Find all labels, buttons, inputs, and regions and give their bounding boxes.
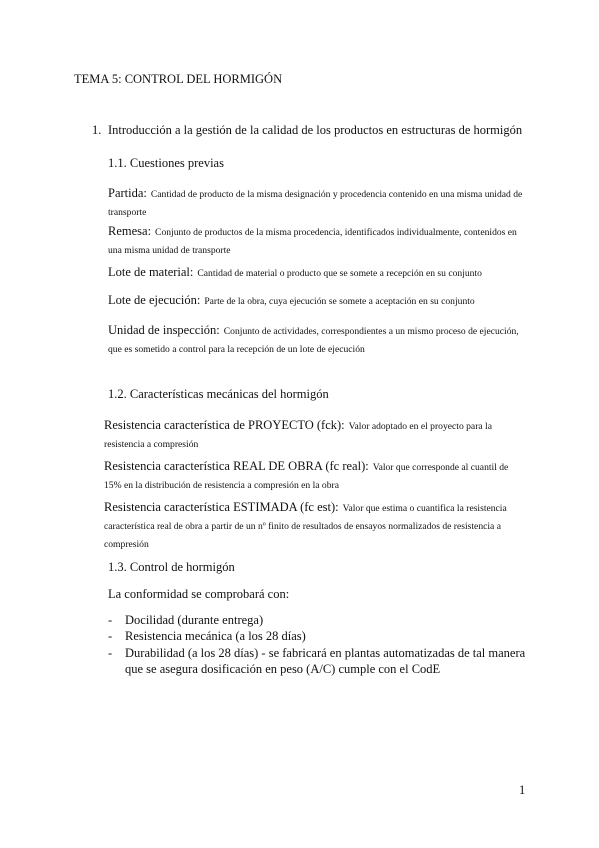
bullet-dash: - [108,613,113,627]
definition-text: Cantidad de producto de la misma designación y procedencia contenido en una misma unidad de transporte [108,189,523,218]
definition-term: Unidad de inspección: [108,323,220,337]
definition-item [108,321,528,357]
definition-text: Parte de la obra, cuya ejecución se somete a aceptación en su conjunto [204,296,475,307]
definition-item [108,184,528,220]
bullet-item-text: Durabilidad (a los 28 días) - se fabricará en plantas automatizadas de tal manera [125,646,526,660]
definition-term: Lote de ejecución: [108,293,201,307]
definition-item [108,291,528,309]
definition-item [104,457,528,493]
definition-item [104,498,528,552]
subsection-heading-1-3: 1.3. Control de hormigón [108,560,235,574]
definition-text: Valor adoptado en el proyecto para la resistencia a compresión [104,421,492,450]
subsection-heading-1-2: 1.2. Características mecánicas del hormigón [108,387,329,401]
definition-item [108,222,528,258]
bullet-dash: - [108,629,113,643]
document-title: TEMA 5: CONTROL DEL HORMIGÓN [74,72,283,86]
definition-text: Conjunto de productos de la misma procedencia, identificados individualmente, contenidos en una misma unidad de transporte [108,227,517,256]
bullet-item-continuation: que se asegura dosificación en peso (A/C) cumple con el CodE [125,662,441,676]
subsection-heading-1-1: 1.1. Cuestiones previas [108,156,224,170]
definition-item [108,263,528,281]
definition-term: Lote de material: [108,265,194,279]
definition-term: Resistencia característica de PROYECTO (fck): [104,418,345,432]
intro-text: La conformidad se comprobará con: [108,587,290,601]
definition-term: Remesa: [108,224,152,238]
bullet-item-text: Docilidad (durante entrega) [125,613,264,627]
bullet-item-text: Resistencia mecánica (a los 28 días) [125,629,306,643]
section-number: 1. [92,123,102,137]
page-number: 1 [519,783,526,797]
definition-text: Conjunto de actividades, correspondientes a un mismo proceso de ejecución, que es sometido a control para la recepción de un lote de ejecución [108,326,519,355]
definition-text: Cantidad de material o producto que se somete a recepción en su conjunto [197,268,482,279]
definition-term: Resistencia característica REAL DE OBRA (fc real): [104,459,369,473]
section-heading: Introducción a la gestión de la calidad de los productos en estructuras de hormigón [108,123,523,137]
bullet-dash: - [108,646,113,660]
definition-term: Resistencia característica ESTIMADA (fc est): [104,500,339,514]
definition-term: Partida: [108,186,147,200]
definition-text: Valor que corresponde al cuantil de 15% en la distribución de resistencia a compresión en la obra [104,462,509,491]
definition-text: Valor que estima o cuantifica la resistencia característica real de obra a partir de un nº finito de resultados de ensayos normalizados de resistencia a compresión [104,503,507,550]
definition-item [104,416,528,452]
